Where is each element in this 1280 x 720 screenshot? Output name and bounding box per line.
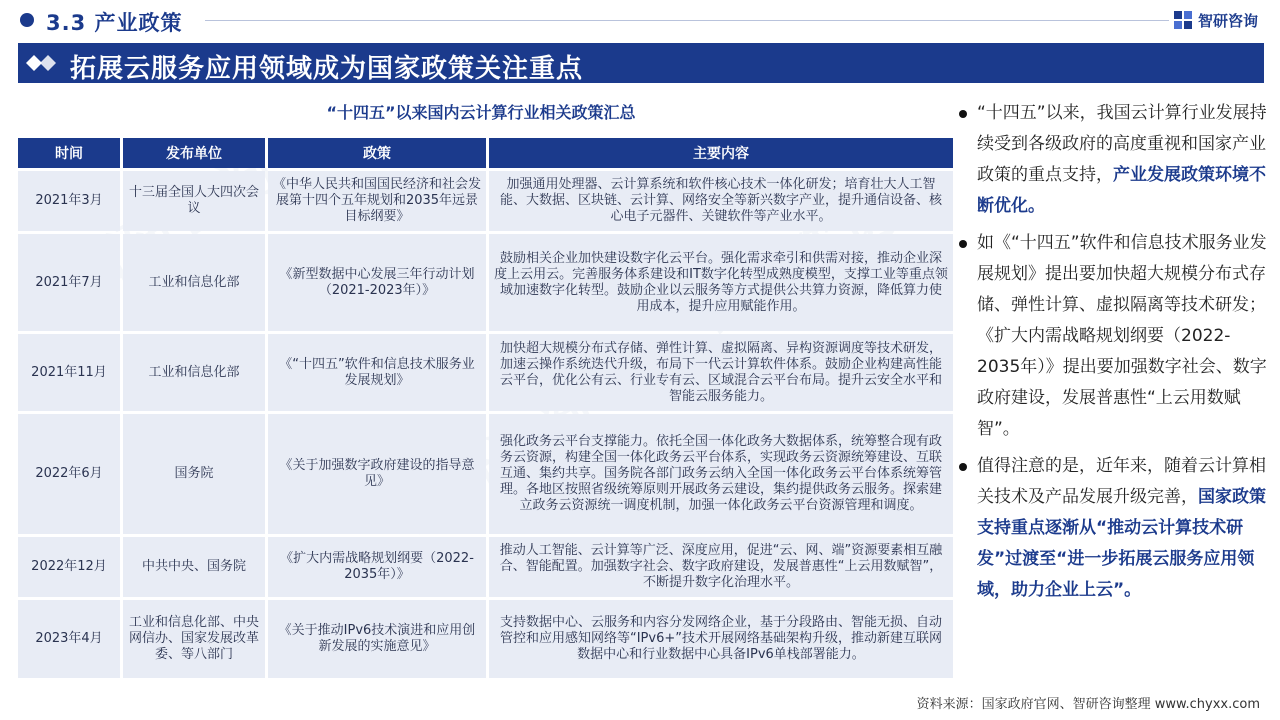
table-row [18,334,953,411]
bullet-text: “十四五”以来，我国云计算行业发展持续受到各级政府的高度重视和国家产业政策的重点支持， [977,103,1267,185]
cell-time: 2022年6月 [18,414,120,534]
banner-title: 拓展云服务应用领域成为国家政策关注重点 [70,54,584,84]
bullet-dot-icon [959,240,967,248]
cell-time: 2021年11月 [18,334,120,411]
table-row [18,234,953,331]
column-header: 政策 [268,138,486,168]
cell-content: 支持数据中心、云服务和内容分发网络企业，基于分段路由、智能无损、自动管控和应用感知网络等“IPv6+”技术开展网络基础架构升级，推动新建互联网数据中心和行业数据中心具备IPv6单栈部署能力。 [489,600,953,678]
cell-issuer: 工业和信息化部 [123,334,265,411]
bullet-dot-icon [959,110,967,118]
policy-table [15,135,956,681]
table-title: “十四五”以来国内云计算行业相关政策汇总 [326,103,636,122]
summary-panel [955,98,1267,612]
bullet-highlight: 产业发展政策环境不断优化。 [977,165,1266,216]
table-row [18,600,953,678]
cell-issuer: 国务院 [123,414,265,534]
cell-content: 鼓励相关企业加快建设数字化云平台。强化需求牵引和供需对接，推动企业深度上云用云。完善服务体系建设和IT数字化转型成熟度模型，支撑工业等重点领域加速数字化转型。鼓励企业以云服务等方式提供公共算力资源，降低算力使用成本，提升应用赋能作用。 [489,234,953,331]
cell-policy: 《“十四五”软件和信息技术服务业发展规划》 [268,334,486,411]
bullet-text: 值得注意的是，近年来，随着云计算相关技术及产品发展升级完善， [977,456,1266,507]
table-row [18,414,953,534]
double-diamond-icon [26,55,62,71]
table-row [18,537,953,597]
column-header: 时间 [18,138,120,168]
cell-issuer: 工业和信息化部 [123,234,265,331]
banner [18,43,1264,83]
bullet-dot-icon [959,463,967,471]
cell-policy: 《关于加强数字政府建设的指导意见》 [268,414,486,534]
logo-text: 智研咨询 [1198,12,1259,30]
table-row [18,171,953,231]
bullet-highlight: 国家政策支持重点逐渐从“推动云计算技术研发”过渡至“进一步拓展云服务应用领域，助力企业上云”。 [977,487,1266,600]
cell-content: 推动人工智能、云计算等广泛、深度应用，促进“云、网、端”资源要素相互融合、智能配置。加强数字社会、数字政府建设，发展普惠性“上云用数赋智”，不断提升数字化治理水平。 [489,537,953,597]
bullet-text: 如《“十四五”软件和信息技术服务业发展规划》提出要加快超大规模分布式存储、弹性计算、虚拟隔离等技术研发；《扩大内需战略规划纲要（2022-2035年）》提出要加强数字社会、数字政府建设，发展普惠性“上云用数赋智”。 [977,233,1267,439]
header-divider [205,20,1169,21]
cell-time: 2021年3月 [18,171,120,231]
summary-bullet [955,228,1267,445]
cell-issuer: 工业和信息化部、中央网信办、国家发展改革委、等八部门 [123,600,265,678]
summary-bullet [955,98,1267,222]
column-header: 发布单位 [123,138,265,168]
cell-policy: 《中华人民共和国国民经济和社会发展第十四个五年规划和2035年远景目标纲要》 [268,171,486,231]
section-dot-icon [20,13,34,27]
cell-content: 加快超大规模分布式存储、弹性计算、虚拟隔离、异构资源调度等技术研发，加速云操作系统迭代升级，布局下一代云计算软件体系。鼓励企业构建高性能云平台，优化公有云、行业专有云、区域混合云平台布局。提升云安全水平和智能云服务能力。 [489,334,953,411]
cell-issuer: 中共中央、国务院 [123,537,265,597]
cell-content: 强化政务云平台支撑能力。依托全国一体化政务大数据体系，统筹整合现有政务云资源，构建全国一体化政务云平台体系，实现政务云资源统筹建设、互联互通、集约共享。国务院各部门政务云纳入全国一体化政务云平台体系统筹管理。各地区按照省级统筹原则开展政务云建设，集约提供政务云服务。探索建立政务云资源统一调度机制，加强一体化政务云平台资源管理和调度。 [489,414,953,534]
cell-policy: 《关于推动IPv6技术演进和应用创新发展的实施意见》 [268,600,486,678]
cell-issuer: 十三届全国人大四次会议 [123,171,265,231]
zhiyan-logo-icon [1173,10,1193,30]
table-header-row [18,138,953,168]
cell-time: 2021年7月 [18,234,120,331]
summary-bullet [955,451,1267,606]
source-note: 资料来源：国家政府官网、智研咨询整理 www.chyxx.com [916,697,1260,712]
cell-time: 2022年12月 [18,537,120,597]
section-title: 3.3 产业政策 [46,11,183,35]
column-header: 主要内容 [489,138,953,168]
cell-time: 2023年4月 [18,600,120,678]
cell-policy: 《新型数据中心发展三年行动计划（2021-2023年）》 [268,234,486,331]
cell-policy: 《扩大内需战略规划纲要（2022-2035年）》 [268,537,486,597]
top-header [0,0,1280,42]
cell-content: 加强通用处理器、云计算系统和软件核心技术一体化研发；培育壮大人工智能、大数据、区块链、云计算、网络安全等新兴数字产业，提升通信设备、核心电子元器件、关键软件等产业水平。 [489,171,953,231]
